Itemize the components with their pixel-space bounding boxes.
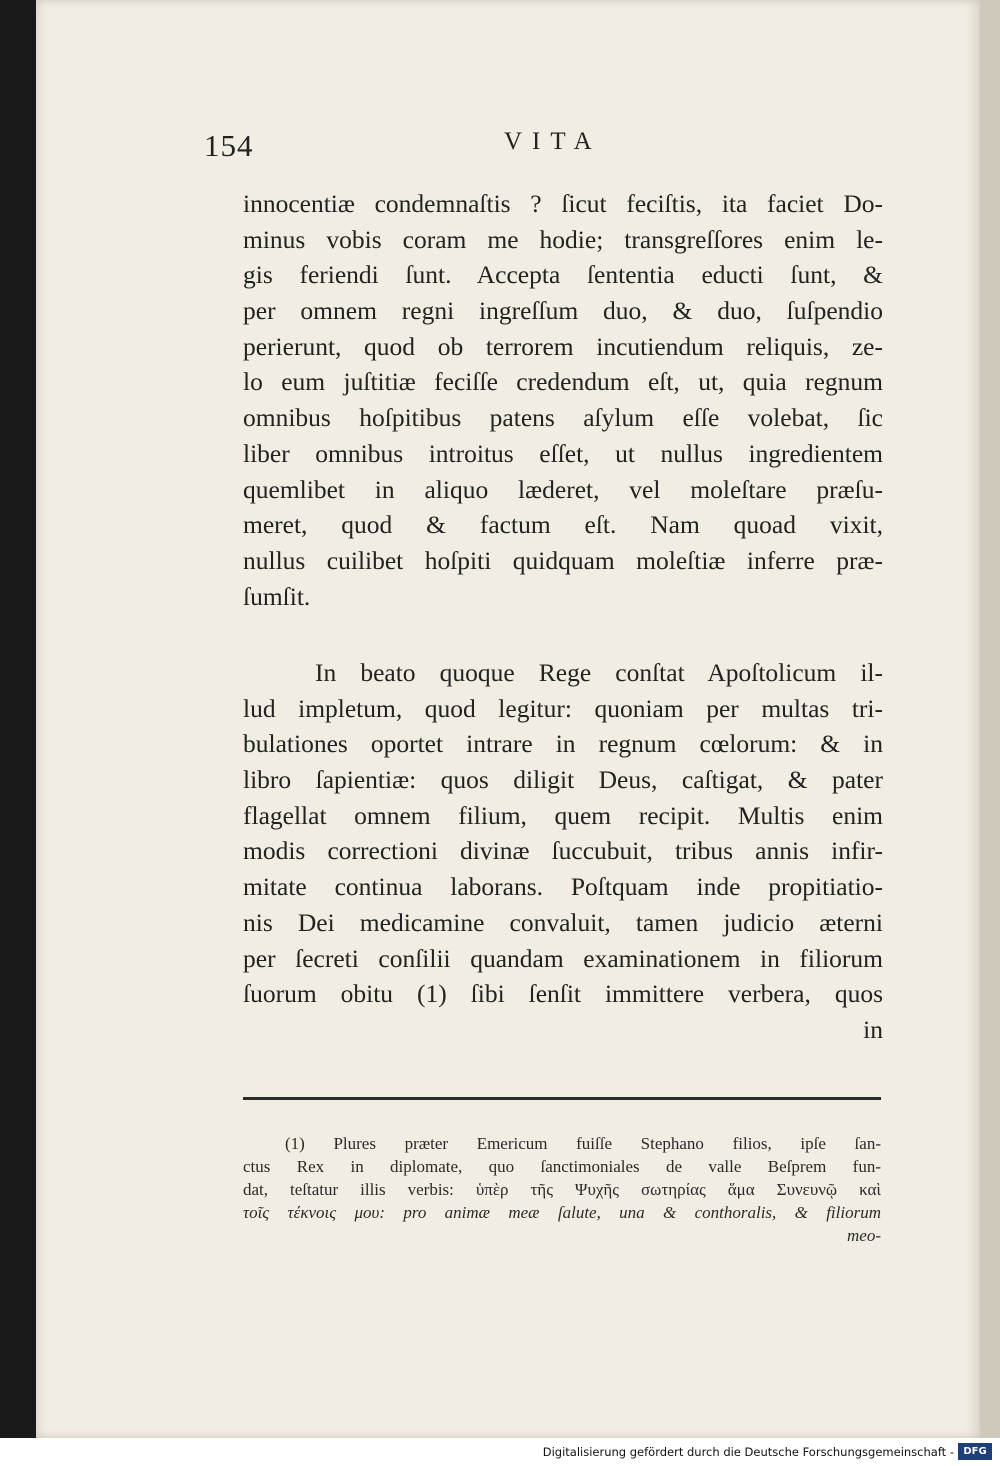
- text-line: quemlibet in aliquo læderet, vel moleſtare præſu-: [243, 474, 883, 504]
- dfg-logo: DFG: [958, 1443, 992, 1460]
- text-line: nullus cuilibet hoſpiti quidquam moleſtiæ inferre præ-: [243, 545, 883, 575]
- text-line: liber omnibus introitus eſſet, ut nullus ingredientem: [243, 438, 883, 468]
- footnote-line: ctus Rex in diplomate, quo ſanctimoniales de valle Beſprem fun-: [243, 1157, 881, 1176]
- text-line: lo eum juſtitiæ feciſſe credendum eſt, ut, quia regnum: [243, 367, 883, 397]
- text-line: bulationes oportet intrare in regnum cœlorum: & in: [243, 729, 883, 759]
- digitization-credit: Digitalisierung gefördert durch die Deutsche Forschungsgemeinschaft -: [542, 1445, 954, 1459]
- text-line: perierunt, quod ob terrorem incutiendum reliquis, ze-: [243, 331, 883, 361]
- text-line: per omnem regni ingreſſum duo, & duo, ſuſpendio: [243, 296, 883, 326]
- text-line: libro ſapientiæ: quos diligit Deus, caſtigat, & pater: [243, 765, 883, 795]
- footnote-line: τοῖς τέκνοις μου: pro animæ meæ ſalute, una & conthoralis, & filiorum: [243, 1203, 881, 1222]
- footnote-line: dat, teſtatur illis verbis: ὑπὲρ τῆς Ψυχῆς σωτηρίας ἅμα Συνευνῷ καὶ: [243, 1180, 881, 1199]
- text-line: ſumſit.: [243, 581, 311, 611]
- text-line: lud impletum, quod legitur: quoniam per multas tri-: [243, 693, 883, 723]
- footnote: [243, 1132, 881, 1247]
- text-line: per ſecreti conſilii quandam examinationem in filiorum: [243, 943, 883, 973]
- text-line: omnibus hoſpitibus patens aſylum eſſe volebat, ſic: [243, 403, 883, 433]
- footer-bar: [0, 1438, 1000, 1466]
- footnote-rule: [243, 1097, 881, 1100]
- text-line: minus vobis coram me hodie; transgreſſores enim le-: [243, 224, 883, 254]
- text-line: In beato quoque Rege conſtat Apoſtolicum il-: [315, 658, 883, 687]
- text-line: gis feriendi ſunt. Accepta ſententia educti ſunt, &: [243, 260, 883, 290]
- text-line: nis Dei medicamine convaluit, tamen judicio æterni: [243, 907, 883, 937]
- text-line: flagellat omnem filium, quem recipit. Multis enim: [243, 800, 883, 830]
- footnote-line: (1) Plures præter Emericum fuiſſe Stephano filios, ipſe ſan-: [285, 1134, 881, 1153]
- catchword: in: [863, 1014, 883, 1044]
- text-line: meret, quod & factum eſt. Nam quoad vixit,: [243, 510, 883, 540]
- running-head: VITA: [504, 128, 602, 155]
- page-number: 154: [204, 128, 254, 163]
- text-line: mitate continua laborans. Poſtquam inde propitiatio-: [243, 872, 883, 902]
- text-line: ſuorum obitu (1) ſibi ſenſit immittere verbera, quos: [243, 979, 883, 1009]
- page-header: [204, 128, 664, 168]
- text-line: innocentiæ condemnaſtis ? ſicut feciſtis, ita faciet Do-: [243, 189, 883, 218]
- footnote-catchword: meo-: [847, 1226, 881, 1245]
- page-edge: [980, 0, 1000, 1438]
- text-line: modis correctioni divinæ ſuccubuit, tribus annis infir-: [243, 836, 883, 866]
- paragraph-1: [243, 186, 883, 614]
- paragraph-2: [243, 655, 883, 1048]
